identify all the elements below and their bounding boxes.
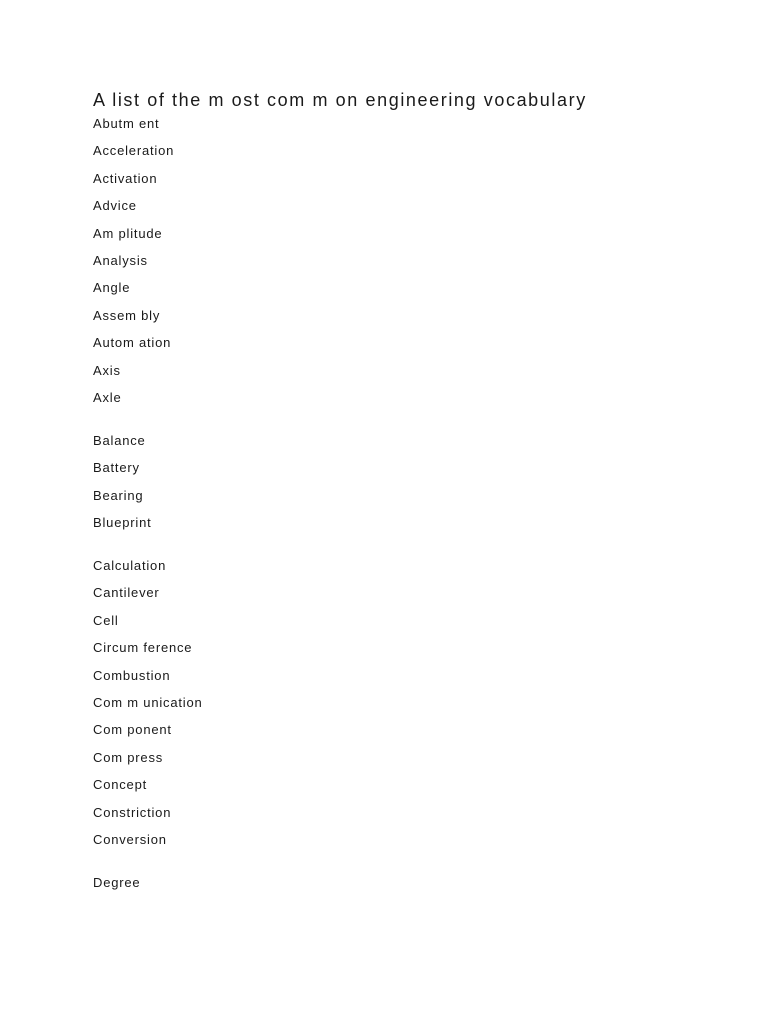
vocabulary-word: Com m unication — [93, 695, 203, 711]
vocabulary-list — [93, 116, 733, 891]
vocabulary-word: Am plitude — [93, 225, 163, 241]
vocabulary-word: Com ponent — [93, 722, 172, 738]
vocabulary-word: Battery — [93, 460, 140, 476]
vocabulary-word: Acceleration — [93, 143, 175, 159]
vocabulary-word: Abutm ent — [93, 116, 160, 131]
vocabulary-word: Conversion — [93, 831, 167, 847]
vocabulary-word: Degree — [93, 874, 141, 890]
vocabulary-word: Balance — [93, 432, 146, 448]
vocabulary-word: Constriction — [93, 804, 172, 820]
vocabulary-word: Bearing — [93, 487, 144, 503]
vocabulary-word: Analysis — [93, 252, 148, 268]
vocabulary-word: Angle — [93, 280, 131, 296]
vocabulary-word: Com press — [93, 749, 164, 765]
vocabulary-word: Blueprint — [93, 515, 152, 531]
word-group-b — [93, 433, 733, 531]
vocabulary-word: Autom ation — [93, 335, 172, 351]
vocabulary-word: Axis — [93, 362, 121, 378]
vocabulary-word: Calculation — [93, 558, 167, 574]
vocabulary-word: Axle — [93, 389, 122, 405]
word-group-d — [93, 875, 733, 891]
vocabulary-word: Activation — [93, 170, 158, 186]
vocabulary-word: Concept — [93, 777, 148, 793]
word-group-c — [93, 558, 733, 848]
vocabulary-word: Advice — [93, 198, 137, 214]
vocabulary-word: Combustion — [93, 667, 171, 683]
document-page — [93, 88, 733, 918]
vocabulary-word: Cell — [93, 612, 119, 628]
document-title: A list of the m ost com m on engineering vocabulary — [93, 90, 587, 110]
vocabulary-word: Cantilever — [93, 585, 160, 601]
vocabulary-word: Circum ference — [93, 640, 193, 656]
vocabulary-word: Assem bly — [93, 307, 161, 323]
word-group-a — [93, 116, 733, 406]
